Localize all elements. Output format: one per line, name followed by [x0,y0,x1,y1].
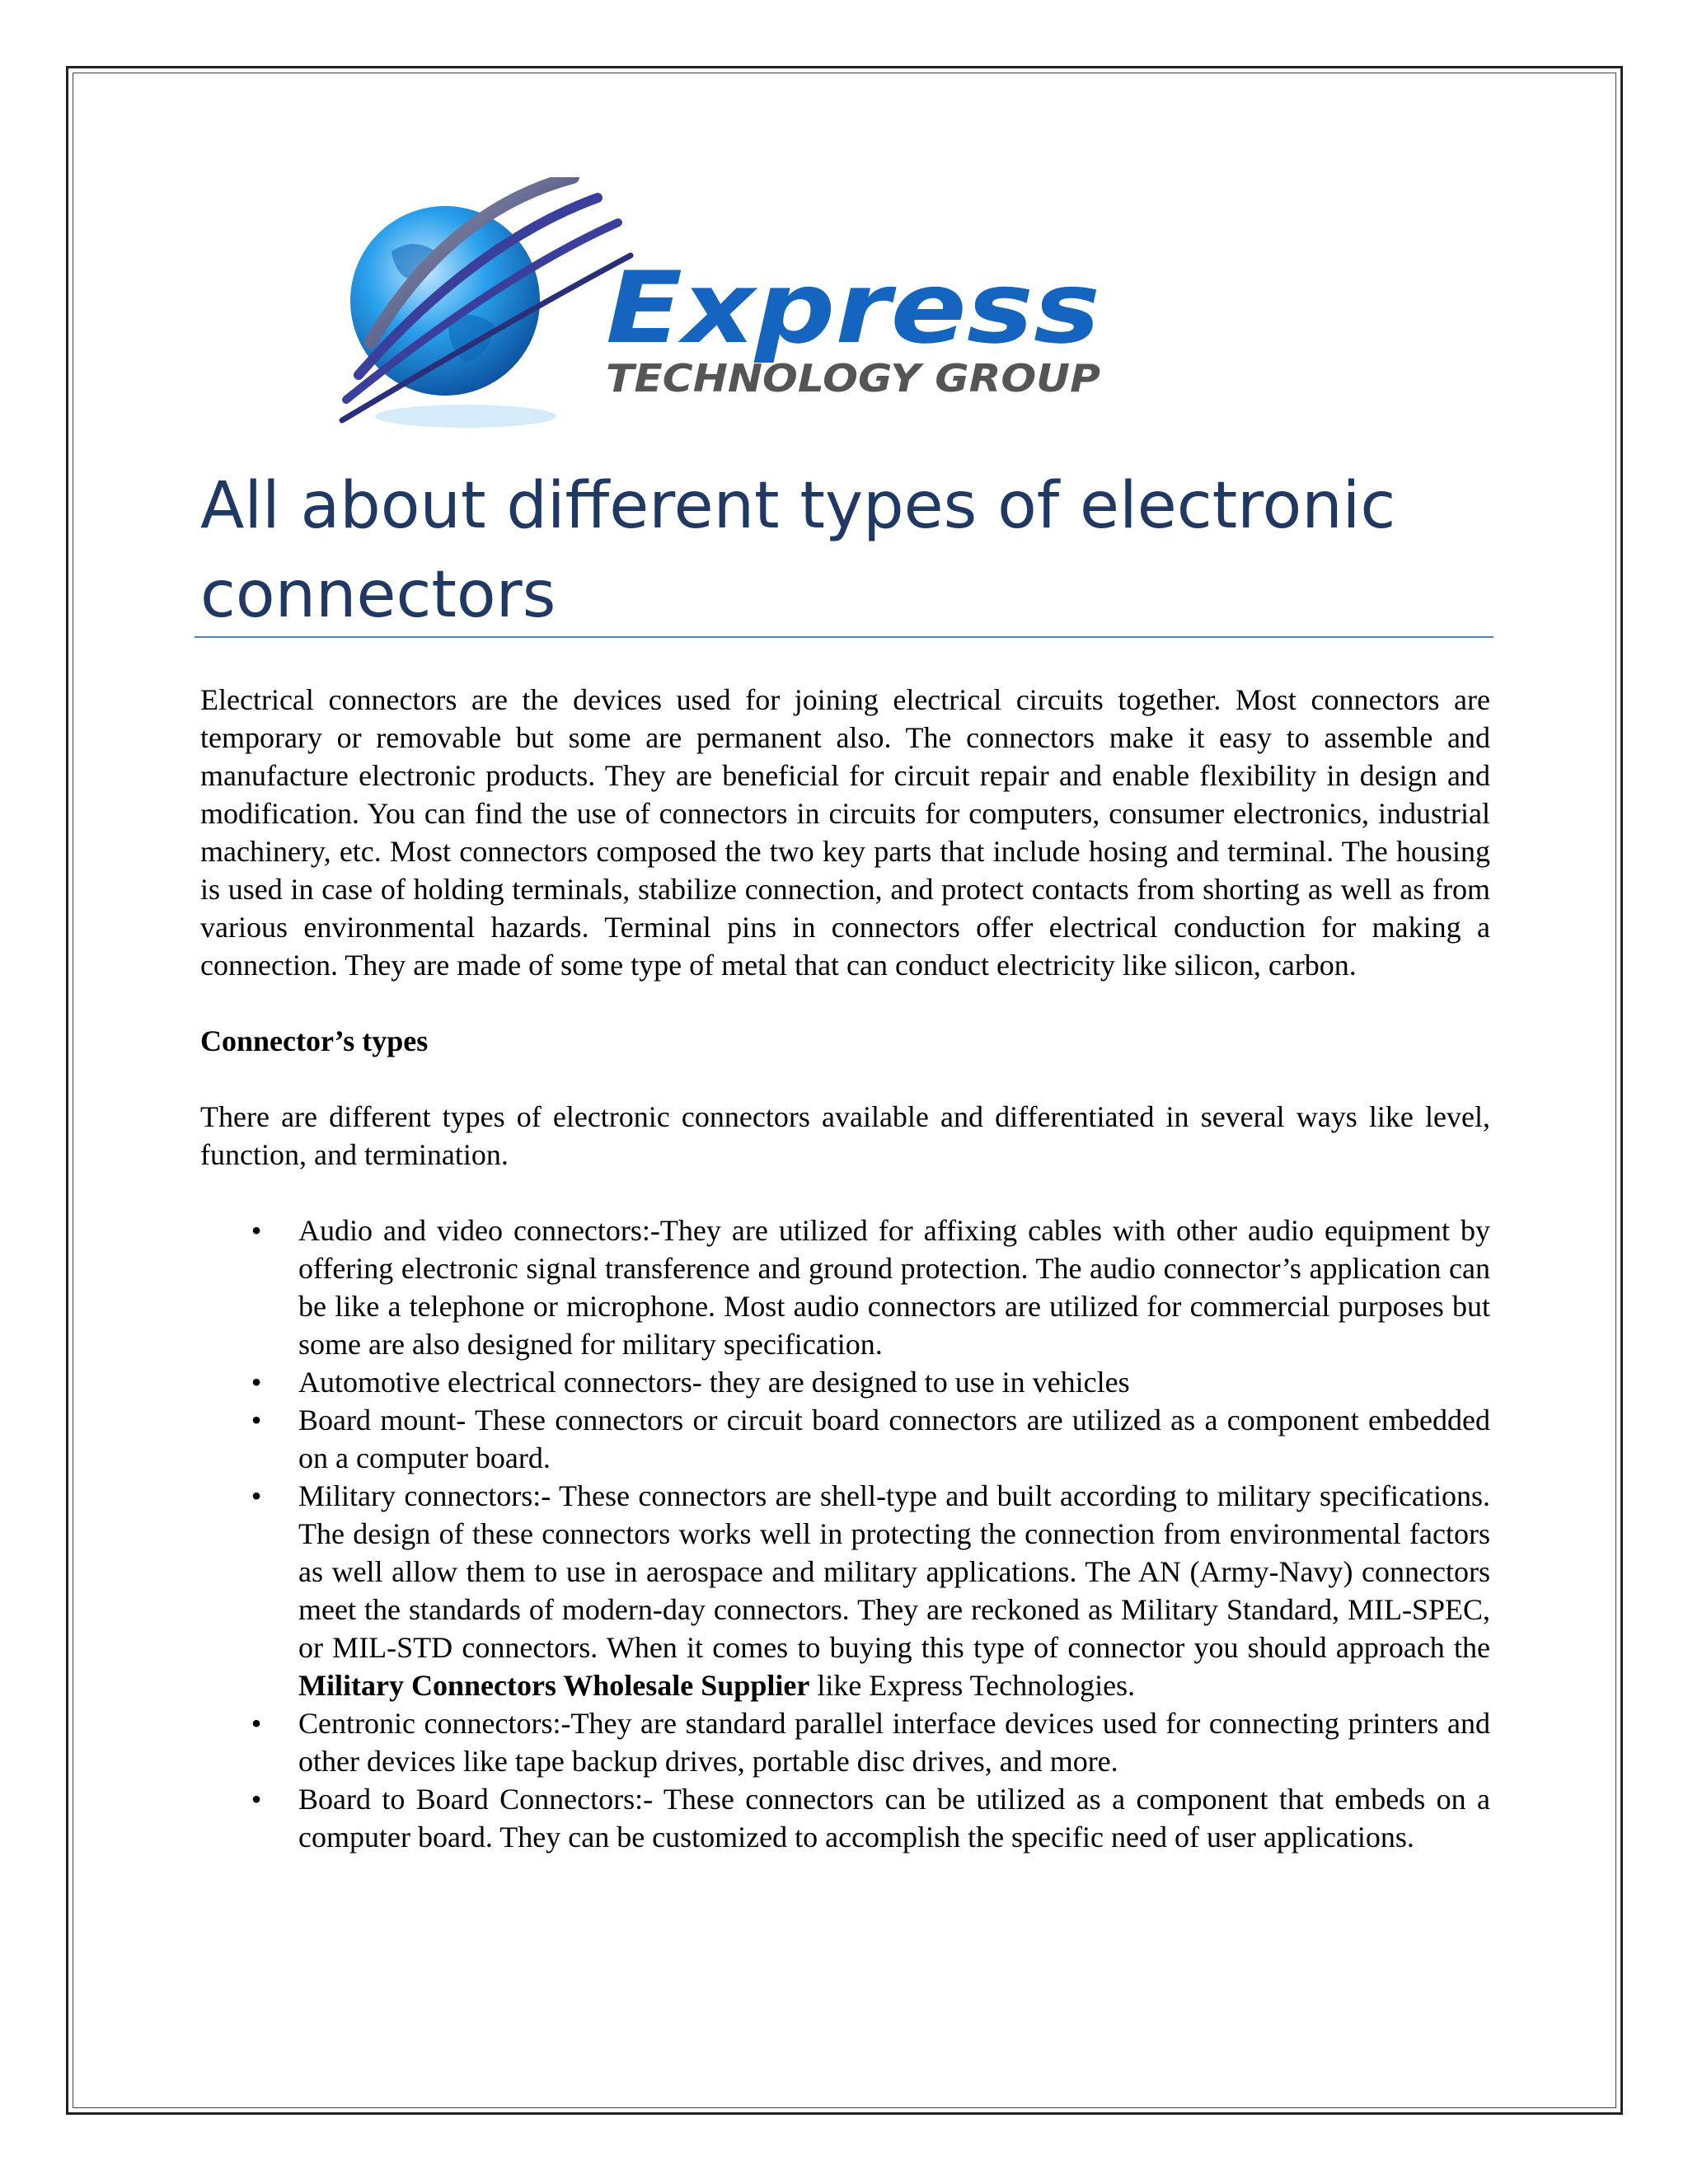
list-item-text: Board to Board Connectors:- These connectors can be utilized as a component that embeds on a computer board. They can be customized to accomplish the specific need of user applications. [298,1783,1490,1854]
logo-graphic [326,177,1117,449]
list-item-text: Board mount- These connectors or circuit board connectors are utilized as a component embedded on a computer board. [298,1404,1490,1474]
bullet-icon: • [251,1214,262,1247]
supplier-link-text: Military Connectors Wholesale Supplier [298,1669,810,1702]
section-heading: Connector’s types [200,1024,429,1057]
bullet-icon: • [251,1366,262,1399]
company-logo [326,177,1117,449]
globe-shadow [375,405,556,428]
bullet-icon: • [251,1707,262,1740]
bullet-icon: • [251,1404,262,1436]
list-item-text-after: like Express Technologies. [809,1669,1136,1702]
intro-paragraph: Electrical connectors are the devices used for joining electrical circuits together. Most connectors are temporary or removable but some are permanent also. The connectors make it easy to assemble and manufacture electronic products. They are beneficial for circuit repair and enable flexibility in design and modification. You can find the use of connectors in circuits for computers, consumer electronics, industrial machinery, etc. Most connectors composed the two key parts that include hosing and terminal. The housing is used in case of holding terminals, stabilize connection, and protect contacts from shorting as well as from various environmental hazards. Terminal pins in connectors offer electrical conduction for making a connection. They are made of some type of metal that can conduct electricity like silicon, carbon. [200,683,1490,982]
document-body [200,681,1490,1856]
globe-icon [350,206,540,396]
bullet-icon: • [251,1479,262,1512]
logo-brand-name: Express [606,251,1100,366]
list-item-audio-video [200,1212,1490,1363]
list-item-text: Audio and video connectors:-They are utilized for affixing cables with other audio equipment by offering electronic signal transference and ground protection. The audio connector’s application can be like a telephone or microphone. Most audio connectors are utilized for commercial purposes but some are also designed for military specification. [298,1214,1490,1361]
connector-types-list [200,1212,1490,1856]
list-item-automotive [200,1363,1490,1401]
list-item-military [200,1477,1490,1704]
bullet-icon: • [251,1783,262,1816]
document-title: All about different types of electronic connectors [200,469,1396,632]
list-item-text: Automotive electrical connectors- they are designed to use in vehicles [298,1366,1130,1399]
list-item-board-to-board [200,1780,1490,1856]
list-item-centronic [200,1704,1490,1780]
list-item-board-mount [200,1401,1490,1477]
types-intro-paragraph: There are different types of electronic connectors available and differentiated in several ways like level, function, and termination. [200,1100,1490,1171]
logo-brand-tagline: TECHNOLOGY GROUP [606,356,1101,401]
list-item-text: Centronic connectors:-They are standard parallel interface devices used for connecting printers and other devices like tape backup drives, portable disc drives, and more. [298,1707,1490,1778]
list-item-text: Military connectors:- These connectors are shell-type and built according to military specifications. The design of these connectors works well in protecting the connection from environmental factors as well allow them to use in aerospace and military applications. The AN (Army-Navy) connectors meet the standards of modern-day connectors. They are reckoned as Military Standard, MIL-SPEC, or MIL-STD connectors. When it comes to buying this type of connector you should approach the [298,1479,1490,1664]
title-underline [195,636,1493,638]
